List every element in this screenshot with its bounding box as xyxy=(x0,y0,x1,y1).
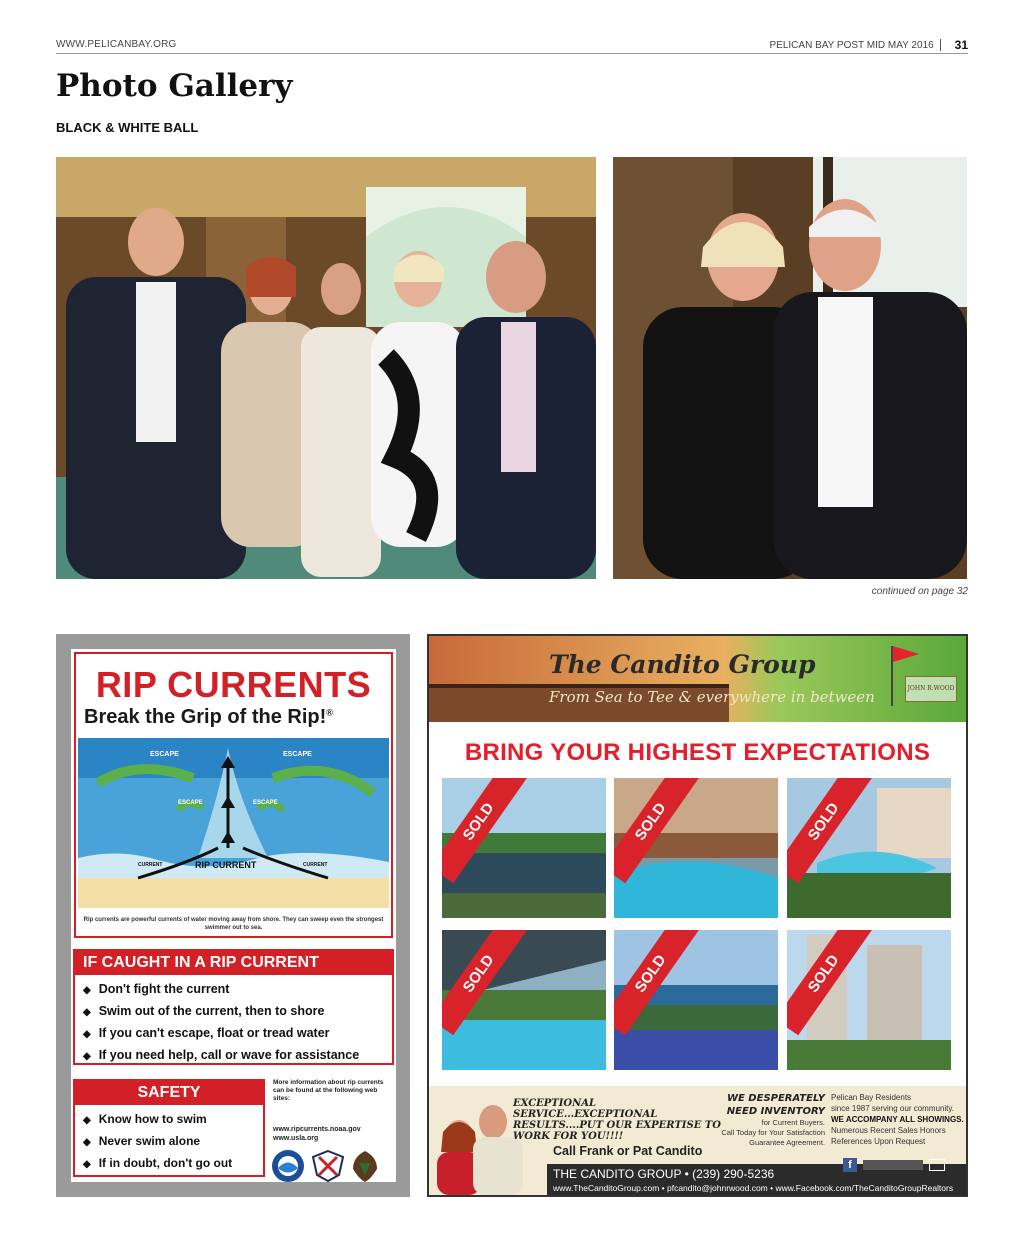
caught-item: ◆ If you need help, call or wave for assistance xyxy=(83,1045,384,1067)
header-separator xyxy=(940,39,941,51)
safety-item: ◆ Know how to swim xyxy=(83,1109,255,1131)
listing-tile-highrise xyxy=(787,930,951,1070)
site-link-usla: www.usla.org xyxy=(273,1135,319,1142)
pb-accompany: WE ACCOMPANY ALL SHOWINGS. xyxy=(831,1115,964,1124)
escape-label-left: ESCAPE xyxy=(150,751,179,758)
candito-slogan: From Sea to Tee & everywhere in between xyxy=(549,688,875,706)
need-inventory-block xyxy=(717,1092,825,1148)
current-label-right: CURRENT xyxy=(303,862,328,868)
listing-tile-palm-pool xyxy=(787,778,951,918)
escape-label-inner-left: ESCAPE xyxy=(178,800,203,806)
listing-tile-golf-lake xyxy=(442,778,606,918)
need-heading-1: WE DESPERATELY xyxy=(726,1093,825,1104)
candito-social-icons xyxy=(843,1158,945,1172)
need-heading-2: NEED INVENTORY xyxy=(726,1106,825,1117)
safety-list xyxy=(75,1105,263,1179)
caught-in-rip-box xyxy=(73,949,394,1065)
facebook-icon: f xyxy=(843,1158,857,1172)
more-info-text: More information about rip currents can be found at the following web sites: xyxy=(273,1079,384,1102)
rip-ad-inner xyxy=(71,649,396,1182)
usla-logo-icon xyxy=(311,1149,345,1183)
john-r-wood-logo: JOHN R.WOOD xyxy=(905,676,957,702)
noaa-logo-icon xyxy=(271,1149,305,1183)
header-url: WWW.PELICANBAY.ORG xyxy=(56,39,177,50)
sold-listings-grid xyxy=(442,778,954,1070)
listing-tile-balcony-view xyxy=(614,930,778,1070)
nps-arrowhead-icon xyxy=(351,1149,379,1183)
rip-ad-top-panel xyxy=(74,652,393,938)
pelican-bay-residents-block xyxy=(831,1092,965,1147)
gallery-subtitle: BLACK & WHITE BALL xyxy=(56,120,199,135)
rip-tagline-text: Break the Grip of the Rip! xyxy=(84,706,327,728)
agency-logos xyxy=(271,1149,379,1183)
pb-line: References Upon Request xyxy=(831,1137,926,1146)
info-sites xyxy=(273,1125,361,1143)
site-link-noaa: www.ripcurrents.noaa.gov xyxy=(273,1126,361,1133)
group-photo xyxy=(56,157,596,579)
pb-line: Pelican Bay Residents xyxy=(831,1093,912,1102)
safety-heading: SAFETY xyxy=(75,1081,263,1105)
safety-item: ◆ If in doubt, don't go out xyxy=(83,1153,255,1175)
listing-tile-pool-patio xyxy=(614,778,778,918)
candito-banner xyxy=(429,636,966,722)
caught-item: ◆ Swim out of the current, then to shore xyxy=(83,1001,384,1023)
couple-photo xyxy=(613,157,967,579)
rip-caption: Rip currents are powerful currents of water moving away from shore. They can sweep even the strongest swimmer out to sea. xyxy=(83,917,384,931)
sold-ribbon: SOLD xyxy=(442,778,528,883)
exceptional-service-text: EXCEPTIONAL SERVICE...EXCEPTIONAL RESULTS....PUT OUR EXPERTISE TO WORK FOR YOU!!!! xyxy=(513,1098,721,1142)
mls-logo-icon xyxy=(863,1160,923,1170)
sold-ribbon: SOLD xyxy=(614,930,700,1035)
candito-name: The Candito Group xyxy=(549,650,816,679)
need-line: Call Today for Your Satisfaction xyxy=(721,1128,825,1137)
escape-label-right: ESCAPE xyxy=(283,751,312,758)
sold-ribbon: SOLD xyxy=(614,778,700,883)
sold-ribbon: SOLD xyxy=(787,778,873,883)
rip-current-diagram xyxy=(78,738,389,908)
current-label-left: CURRENT xyxy=(138,862,163,868)
escape-label-inner-right: ESCAPE xyxy=(253,800,278,806)
pb-line: Numerous Recent Sales Honors xyxy=(831,1126,946,1135)
candito-headline: BRING YOUR HIGHEST EXPECTATIONS xyxy=(464,739,931,766)
safety-item: ◆ Never swim alone xyxy=(83,1131,255,1153)
rip-currents-ad xyxy=(56,634,410,1197)
candito-contact-panel xyxy=(429,1086,966,1195)
header-rule xyxy=(56,53,968,54)
listing-tile-lanai-pool xyxy=(442,930,606,1070)
page-number: 31 xyxy=(954,38,968,52)
pb-line: since 1987 serving our community. xyxy=(831,1104,955,1113)
page-title: Photo Gallery xyxy=(56,68,293,104)
safety-box xyxy=(73,1079,265,1177)
caught-item: ◆ Don't fight the current xyxy=(83,979,384,1001)
caught-list xyxy=(75,975,392,1071)
rip-ad-tagline xyxy=(84,706,333,729)
header-publication-block xyxy=(770,38,969,52)
rip-ad-title: RIP CURRENTS xyxy=(95,664,372,705)
registered-mark: ® xyxy=(326,707,333,718)
candito-phone: THE CANDITO GROUP • (239) 290-5236 xyxy=(553,1167,775,1181)
caught-item: ◆ If you can't escape, float or tread water xyxy=(83,1023,384,1045)
caught-heading: IF CAUGHT IN A RIP CURRENT xyxy=(75,951,392,975)
continued-note: continued on page 32 xyxy=(871,586,968,597)
need-line: Guarantee Agreement. xyxy=(749,1138,825,1147)
rip-current-label: RIP CURRENT xyxy=(195,860,257,870)
equal-housing-icon xyxy=(929,1159,945,1171)
sold-ribbon: SOLD xyxy=(787,930,873,1035)
sold-ribbon: SOLD xyxy=(442,930,528,1035)
publication-name: PELICAN BAY POST MID MAY 2016 xyxy=(769,39,934,51)
candito-web-links: www.TheCanditoGroup.com • pfcandito@johnrwood.com • www.Facebook.com/TheCanditoGroupRealtors xyxy=(553,1183,954,1193)
call-agents-text: Call Frank or Pat Candito xyxy=(553,1144,703,1158)
candito-group-ad xyxy=(427,634,968,1197)
need-line: for Current Buyers. xyxy=(761,1118,825,1127)
